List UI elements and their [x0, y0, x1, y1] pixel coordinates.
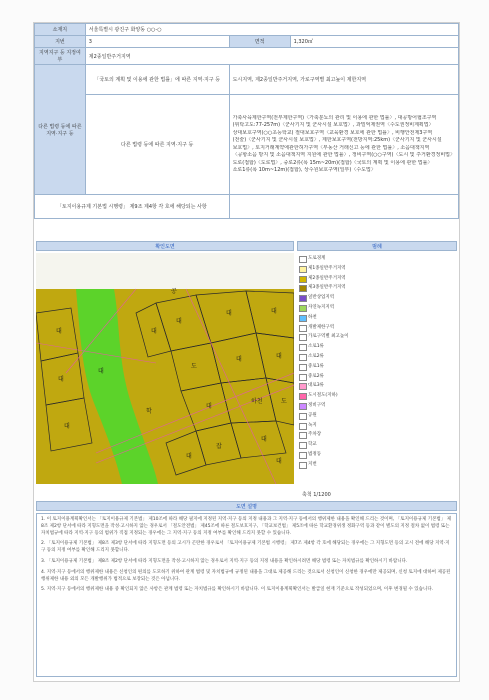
lot-value: 3	[85, 36, 229, 48]
legend-swatch	[299, 462, 307, 469]
legend-section-title: 범례	[297, 241, 457, 251]
map-label: 대	[276, 458, 282, 465]
legend-label: 일반상업지역	[308, 295, 335, 301]
map-scale: 축척 1/1200	[302, 492, 331, 498]
legend-label: 개발제한구역	[308, 324, 335, 330]
info-table	[34, 23, 459, 219]
area-label: 면적	[229, 36, 290, 48]
description-box	[36, 513, 457, 677]
legend-swatch	[299, 383, 307, 390]
legend-swatch	[299, 374, 307, 381]
land-map-canvas	[36, 253, 294, 484]
map-label: 대	[98, 368, 104, 375]
legend-swatch	[299, 325, 307, 332]
legend-swatch	[299, 266, 307, 273]
map-label: 대	[236, 356, 242, 363]
legend-label: 공원	[308, 412, 317, 418]
legend-label: 도로경계	[308, 256, 326, 261]
regulation-line: 보호법〉, 토지거래계약에관한허가구역〈부동산 거래신고 등에 관한 법률〉, 소음대책지역	[232, 144, 430, 151]
legend-label: 주차장	[308, 432, 322, 438]
map-label: 대	[151, 328, 157, 335]
regulation-line: 가축사육제한구역(전부제한구역)〈가축분뇨의 관리 및 이용에 관한 법률〉, 대공방어협조구역	[232, 114, 437, 121]
regulation-line: 소로1류(폭 10m~12m)(접합), 상수원보호구역(일부)〈수도법〉	[232, 167, 376, 173]
regulation-row3-value	[229, 195, 458, 219]
map-label: 대	[176, 318, 182, 325]
regulation-row1-sub: 「국토의 계획 및 이용에 관한 법률」에 따른 지역·지구 등	[85, 65, 229, 95]
legend-swatch	[299, 344, 307, 351]
legend-swatch	[299, 423, 307, 430]
regulation-row1-value: 도시지역, 제2종일반주거지역, 가로구역별 최고높이 제한지역	[229, 65, 458, 95]
legend-swatch	[299, 256, 307, 263]
legend-label: 정비구역	[308, 403, 326, 408]
legend-label: 하천	[308, 314, 317, 320]
map-section-title: 확인도면	[36, 241, 294, 251]
regulation-line: (전술)〈군사기지 및 군사시설 보호법〉, 제한보호구역(전방지역:25km)〈군사기지 및 군사시설	[232, 137, 442, 143]
map-label: 대	[226, 310, 232, 317]
description-paragraph: 4. 지역·지구 등에서의 행위제한 내용은 신청인의 편의를 도모하기 위하여 관계 법령 및 자치법규에 규정된 내용을 그대로 제공해 드리는 것으로서 신청인이 신청한 경우에만 제공되며, 신청 토지에 대하여 제공된 행위제한 내용 외의 모든 개발행위가 법적으로 보장되는 것은 아닙니다.	[41, 569, 451, 582]
legend-label: 제3종일반주거지역	[308, 285, 346, 291]
legend-label: 법정동	[308, 452, 322, 457]
regulation-label: 다른 법령 등에 따른 지역·지구 등	[35, 65, 86, 195]
legend-swatch	[299, 295, 307, 302]
map-label: 대	[261, 436, 267, 443]
legend-label: 중로2류	[308, 373, 324, 379]
description-paragraph: 2. 「토지이용규제 기본법」 제8조 제3항 단서에 따라 지형도면 등의 고시가 곤란한 경우로서 「토지이용규제 기본법 시행령」 제7조 제4항 각 호에 해당되는 경우에는 그 지형도면 등의 고시 전에 해당 지역·지구 등의 지정 여부를 확인해 드리지 못합니다.	[41, 541, 450, 554]
legend-label: 중로1류	[308, 363, 324, 369]
legend-swatch	[299, 413, 307, 420]
regulation-row3-label: 「토지이용규제 기본법 시행령」 제9조 제4항 각 호에 해당되는 사항	[35, 195, 230, 219]
description-section-title: 도면 설명	[36, 501, 457, 511]
regulation-row2-sub: 다른 법령 등에 따른 지역·지구 등	[85, 95, 229, 195]
legend-label: 소로2류	[308, 354, 324, 359]
legend-swatch	[299, 285, 307, 292]
legend-swatch	[299, 276, 307, 283]
legend-swatch	[299, 315, 307, 322]
regulation-row2-value	[229, 95, 458, 195]
legend-label: 녹지	[308, 422, 317, 428]
legend-label: 제2종일반주거지역	[308, 275, 346, 281]
area-value: 1,320㎡	[290, 36, 458, 48]
legend-label: 소로1류	[308, 344, 324, 350]
map-label: 공	[171, 288, 177, 295]
legend-label: 지번	[308, 461, 317, 467]
map-label: 대	[206, 403, 212, 410]
legend-swatch	[299, 354, 307, 361]
description-paragraph: 5. 지역·지구 등에서의 행위제한 내용 중 확인되지 않은 사항은 관계 법령 또는 자치법규를 확인하시기 바랍니다. 이 토지이용계획확인서는 발급일 현재 기준으로 작성되었으며, 이후 변경될 수 있습니다.	[41, 587, 434, 593]
map-label: 대	[271, 308, 277, 315]
regulation-line: 상대보호구역(○○초등학교) 절대보호구역〈교육환경 보호에 관한 법률〉, 비행안전제3구역	[232, 129, 433, 136]
zoning-label: 지역지구 등 지정여부	[35, 48, 86, 65]
regulation-line: 도로(접합)〈도로법〉, 중로2류(폭 15m~20m)(접합)〈국토의 계획 및 이용에 관한 법률〉	[232, 159, 433, 166]
legend-label: 도시철도(지하)	[308, 393, 338, 399]
map-label: 도	[191, 363, 197, 370]
regulation-line: 〈공항소음 방지 및 소음대책지역 지원에 관한 법률〉, 정비구역(○○구역)〈도시 및 주거환경정비법〉	[232, 152, 455, 158]
map-label: 대	[186, 453, 192, 460]
legend-swatch	[299, 432, 307, 439]
map-label: 잡	[216, 443, 222, 450]
legend-swatch	[299, 364, 307, 371]
legend-swatch	[299, 305, 307, 312]
legend-label: 자연녹지지역	[308, 305, 335, 310]
legend-swatch	[299, 334, 307, 341]
legend-swatch	[299, 452, 307, 459]
address-label: 소재지	[35, 24, 86, 36]
map-label: 대	[64, 423, 70, 430]
legend-label: 제1종일반주거지역	[308, 265, 346, 271]
land-use-plan-sheet	[33, 22, 460, 682]
map-label: 대	[276, 353, 282, 360]
legend-swatch	[299, 442, 307, 449]
map-label: 하천	[251, 398, 263, 405]
legend-swatch	[299, 393, 307, 400]
address-value: 서울특별시 광진구 화양동 ○○-○	[85, 24, 458, 36]
description-paragraph: 1. 이 토지이용계획확인서는 「토지이용규제 기본법」 제10조에 따라 해당 필지에 지정된 지역·지구 등의 지정 내용과 그 지역·지구 등에서의 행위제한 내용을 확인해 드리는 것이며, 「토지이용규제 기본법」 제8조 제2항 단서에 따라 지형도면을 작성·고시하지 않는 경우로서 「철도안전법」 제45조에 따른 철도보호지구, 「학교보건법」 제5조에 따른 학교환경위생 정화구역 등과 같이 별도의 지정 절차 없이 법령 또는 자치법규에 따라 지역·지구 등의 범위가 직접 지정되는 경우에는 그 지역·지구 등의 지정 여부를 확인해 드리지 못할 수 있습니다.	[41, 517, 452, 536]
legend-label: 대로3류	[308, 383, 324, 389]
map-label: 도	[281, 398, 287, 405]
map-label: 학	[146, 408, 152, 415]
legend-label: 학교	[308, 442, 317, 448]
map-label: 대	[56, 328, 62, 335]
zone-area	[36, 289, 294, 484]
lot-label: 지번	[35, 36, 86, 48]
legend-swatch	[299, 403, 307, 410]
zoning-value: 제2종일반주거지역	[85, 48, 458, 65]
map-label: 대	[58, 376, 64, 383]
legend-label: 가로구역별 최고높이	[308, 334, 349, 340]
description-paragraph: 3. 「토지이용규제 기본법」 제8조 제2항 단서에 따라 지형도면을 작성·고시하지 않는 경우로서 지역·지구 등의 지정 내용을 확인하시려면 해당 법령 또는 자치법규를 확인하시기 바랍니다.	[41, 558, 408, 564]
regulation-line: (위탁고도:77-257m)〈군사기지 및 군사시설 보호법〉, 과밀억제권역〈수도권정비계획법〉	[232, 122, 434, 128]
land-map[interactable]	[36, 253, 294, 484]
